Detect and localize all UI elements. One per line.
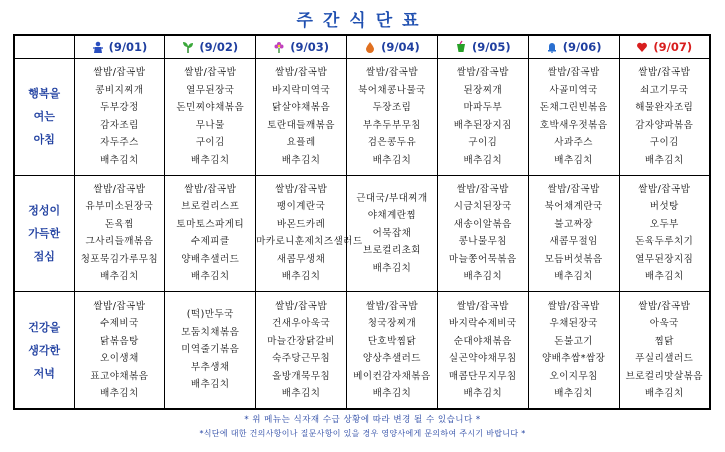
menu-item: 오이지무침	[549, 370, 598, 382]
menu-item: 브로컬리맛살볶음	[625, 370, 703, 382]
menu-item: 베이컨감자채볶음	[353, 370, 431, 382]
menu-item: 건새우아욱국	[272, 318, 331, 330]
menu-item: 북어채콩나물국	[358, 84, 426, 96]
menu-item: 배추김치	[554, 388, 593, 400]
drop-icon	[364, 41, 376, 53]
menu-item: 배추김치	[372, 262, 412, 274]
menu-item: 배추김치	[100, 271, 139, 283]
menu-item: (9/02)	[199, 40, 239, 54]
menu-item: 구이김	[195, 137, 225, 149]
day-header-1	[74, 35, 165, 59]
menu-item: 자두주스	[100, 137, 139, 149]
menu-item: 된장찌개	[463, 84, 503, 96]
menu-item: (9/01)	[108, 40, 148, 54]
menu-item: 구이김	[649, 137, 679, 149]
footer-note-contact: *식단에 대한 건의사항이나 질문사항이 있을 경우 영양사에게 문의하여 주시기 바랍니다 *	[199, 429, 526, 438]
menu-item: 배추김치	[554, 271, 593, 283]
menu-item: 브로컬리스프	[181, 201, 240, 213]
menu-item: 배추김치	[644, 154, 684, 166]
menu-item: 바지락미역국	[272, 84, 331, 96]
footer-note-change: * 위 메뉴는 식자재 수급 상황에 따라 변경 될 수 있습니다 *	[244, 415, 481, 425]
menu-item: 양배추쌈*쌈장	[541, 353, 606, 365]
person-icon	[92, 41, 104, 53]
menu-item: 바몬드카레	[276, 218, 326, 230]
menu-cell	[619, 292, 710, 409]
menu-item: 쌀밥/잡곡밥	[93, 183, 146, 195]
menu-cell	[74, 175, 165, 292]
menu-item: 쌀밥/잡곡밥	[638, 300, 691, 312]
menu-item: 배추김치	[190, 379, 230, 391]
menu-item: 쌀밥/잡곡밥	[456, 67, 509, 79]
menu-item: 배추김치	[190, 271, 230, 283]
menu-item: 배추김치	[463, 388, 503, 400]
menu-cell	[619, 59, 710, 176]
menu-item: 돈채그린빈볶음	[539, 102, 608, 114]
menu-item: 숙주당근무침	[272, 353, 331, 365]
menu-item: 오두부	[649, 218, 679, 230]
menu-item: 수제비국	[100, 318, 139, 330]
menu-item: 쌀밥/잡곡밥	[365, 67, 418, 79]
flower-icon	[273, 41, 285, 53]
menu-item: 무나물	[195, 119, 225, 131]
menu-item: 해물완자조림	[635, 102, 694, 114]
menu-item: 배추김치	[463, 271, 503, 283]
menu-item: 열무된장국	[186, 84, 235, 96]
menu-item: 토마토스파게티	[176, 218, 245, 230]
menu-item: (떡)만두국	[186, 309, 234, 321]
menu-item: 불고짜장	[554, 218, 593, 230]
menu-item: 점심	[33, 249, 55, 263]
menu-item: 돈육두루치기	[635, 236, 694, 248]
menu-item: 쌀밥/잡곡밥	[456, 300, 509, 312]
menu-item: 닭볶음탕	[100, 335, 139, 347]
menu-item: 배추김치	[463, 154, 503, 166]
menu-item: 두부강정	[100, 102, 139, 114]
menu-item: 청국장찌개	[367, 318, 417, 330]
menu-item: 쌀밥/잡곡밥	[365, 300, 418, 312]
menu-item: 찜닭	[654, 335, 674, 347]
menu-item: 배추김치	[644, 271, 684, 283]
menu-item: 마늘쫑어묵볶음	[448, 253, 517, 265]
menu-item: 버섯탕	[649, 201, 679, 213]
cup-icon	[455, 41, 467, 53]
menu-item: 돈불고기	[554, 335, 593, 347]
meal-row-lunch	[14, 175, 710, 292]
menu-item: 배추김치	[372, 154, 412, 166]
menu-item: 아욱국	[649, 318, 679, 330]
menu-item: 배추김치	[100, 154, 139, 166]
menu-item: (9/03)	[290, 40, 329, 54]
menu-item: 바지락수제비국	[448, 318, 517, 330]
menu-item: 여는	[33, 110, 55, 124]
menu-item: 수제피클	[190, 236, 230, 248]
menu-cell	[347, 292, 438, 409]
menu-item: 쌀밥/잡곡밥	[547, 300, 600, 312]
menu-item: 구이김	[468, 137, 498, 149]
menu-item: 쌀밥/잡곡밥	[547, 67, 600, 79]
menu-item: 그사리들깨볶음	[85, 236, 154, 248]
day-header-6	[528, 35, 619, 59]
menu-item: 배추김치	[100, 388, 139, 400]
menu-item: 마늘간장닭갈비	[267, 335, 335, 347]
menu-item: 배추김치	[554, 154, 593, 166]
menu-item: 양상추샐러드	[362, 353, 421, 365]
menu-item: 두장조림	[372, 102, 412, 114]
menu-item: 팽이계란국	[276, 201, 326, 213]
menu-cell	[437, 59, 528, 176]
menu-cell	[256, 175, 363, 292]
menu-item: 단호박찜닭	[367, 335, 417, 347]
menu-cell	[437, 175, 528, 292]
heart-icon	[636, 41, 648, 53]
menu-item: 쌀밥/잡곡밥	[93, 300, 146, 312]
menu-cell	[74, 59, 165, 176]
menu-item: 새송이알볶음	[453, 218, 512, 230]
day-header-7	[619, 35, 710, 59]
day-header-4	[347, 35, 438, 59]
menu-item: (9/06)	[562, 40, 602, 54]
menu-item: 실곤약야채무침	[448, 353, 517, 365]
menu-cell	[528, 175, 619, 292]
menu-item: 새콤무생채	[276, 253, 326, 265]
menu-item: 감자조림	[100, 119, 139, 131]
menu-item: 브로컬리초회	[362, 245, 421, 257]
menu-item: 쌀밥/잡곡밥	[638, 67, 691, 79]
menu-item: (9/04)	[381, 40, 420, 54]
menu-cell	[165, 175, 256, 292]
menu-item: 호박새우젓볶음	[539, 119, 608, 131]
menu-item: 배추김치	[372, 388, 412, 400]
menu-item: 푸실리샐러드	[635, 353, 694, 365]
menu-item: 배추된장지짐	[453, 119, 512, 131]
sprout-icon	[182, 41, 194, 53]
menu-item: 열무된장지짐	[635, 253, 694, 265]
menu-item: 돈민찌야채볶음	[176, 102, 245, 114]
menu-item: 아침	[33, 133, 55, 147]
menu-cell	[347, 175, 438, 292]
meal-label-lunch	[14, 175, 74, 292]
menu-cell	[165, 292, 256, 409]
menu-item: 건강을	[28, 320, 61, 334]
menu-item: 쇠고기무국	[640, 84, 689, 96]
meal-label-breakfast	[14, 59, 74, 176]
menu-cell	[437, 292, 528, 409]
corner-cell	[14, 35, 74, 59]
menu-cell	[528, 59, 619, 176]
menu-item: 요플레	[286, 137, 316, 149]
meal-row-dinner	[14, 292, 710, 409]
menu-item: 감자양파볶음	[635, 119, 694, 131]
menu-item: 올방개묵무침	[272, 370, 331, 382]
menu-cell	[165, 59, 256, 176]
page-title: 주간식단표	[296, 11, 429, 31]
menu-item: 어묵잡채	[372, 227, 412, 239]
menu-item: 청포묵김가루무침	[80, 253, 159, 265]
menu-cell	[256, 292, 347, 409]
menu-item: 시금치된장국	[453, 201, 512, 213]
menu-item: 검은콩두유	[367, 137, 417, 149]
menu-item: (9/05)	[471, 40, 511, 54]
menu-item: 모둠치채볶음	[181, 326, 240, 338]
meal-label-dinner	[14, 292, 74, 409]
menu-item: 매콤단무지무침	[448, 370, 517, 382]
menu-item: 순대야채볶음	[453, 335, 512, 347]
meal-row-breakfast	[14, 59, 710, 176]
menu-item: 쌀밥/잡곡밥	[456, 183, 509, 195]
menu-item: 부추생채	[190, 361, 230, 373]
menu-item: 양배추샐러드	[181, 253, 240, 265]
menu-cell	[347, 59, 438, 176]
menu-item: 콩나물무침	[458, 236, 507, 248]
menu-item: 근대국/부대찌개	[356, 192, 428, 204]
menu-item: 콩비지찌개	[95, 84, 144, 96]
day-header-2	[165, 35, 256, 59]
menu-item: 사과주스	[554, 137, 593, 149]
menu-item: 배추김치	[644, 388, 684, 400]
menu-item: 생각한	[28, 343, 61, 357]
menu-item: 쌀밥/잡곡밥	[275, 67, 328, 79]
menu-item: 가득한	[28, 226, 61, 240]
menu-item: 마카로니훈제치즈샐러드	[256, 236, 363, 248]
weekly-menu-table	[13, 34, 711, 410]
menu-cell	[528, 292, 619, 409]
menu-item: 쌀밥/잡곡밥	[638, 183, 691, 195]
menu-item: 쌀밥/잡곡밥	[275, 300, 328, 312]
day-header-row	[14, 35, 710, 59]
menu-cell	[74, 292, 165, 409]
menu-item: 오이생채	[100, 353, 139, 365]
menu-item: 쌀밥/잡곡밥	[184, 183, 237, 195]
menu-item: 미역줄기볶음	[181, 344, 240, 356]
menu-item: 쌀밥/잡곡밥	[184, 67, 237, 79]
menu-item: 모듬버섯볶음	[544, 253, 603, 265]
menu-item: 마파두부	[463, 102, 503, 114]
menu-item: 배추김치	[281, 154, 321, 166]
bell-icon	[546, 41, 558, 53]
menu-item: 쌀밥/잡곡밥	[275, 183, 328, 195]
day-header-5	[437, 35, 528, 59]
menu-item: 유부미소된장국	[85, 201, 154, 213]
menu-item: 토란대들깨볶음	[267, 119, 335, 131]
menu-item: 표고야채볶음	[90, 370, 149, 382]
menu-item: 배추김치	[281, 271, 321, 283]
menu-item: 새콤무절임	[549, 236, 598, 248]
menu-item: 돈육찜	[104, 218, 134, 230]
menu-item: (9/07)	[653, 40, 693, 54]
menu-item: 배추김치	[190, 154, 230, 166]
menu-item: 닭살야채볶음	[272, 102, 331, 114]
menu-item: 쌀밥/잡곡밥	[547, 183, 600, 195]
menu-item: 쌀밥/잡곡밥	[93, 67, 146, 79]
menu-item: 사골미역국	[549, 84, 598, 96]
menu-item: 북어채계란국	[544, 201, 603, 213]
menu-item: 정성이	[28, 203, 61, 217]
menu-item: 저녁	[33, 366, 55, 380]
menu-item: 우채된장국	[549, 318, 598, 330]
menu-cell	[619, 175, 710, 292]
menu-item: 야채계란찜	[367, 210, 417, 222]
day-header-3	[256, 35, 347, 59]
menu-cell	[256, 59, 347, 176]
menu-item: 배추김치	[281, 388, 321, 400]
menu-item: 부추두부무침	[362, 119, 421, 131]
menu-item: 행복을	[28, 87, 61, 101]
